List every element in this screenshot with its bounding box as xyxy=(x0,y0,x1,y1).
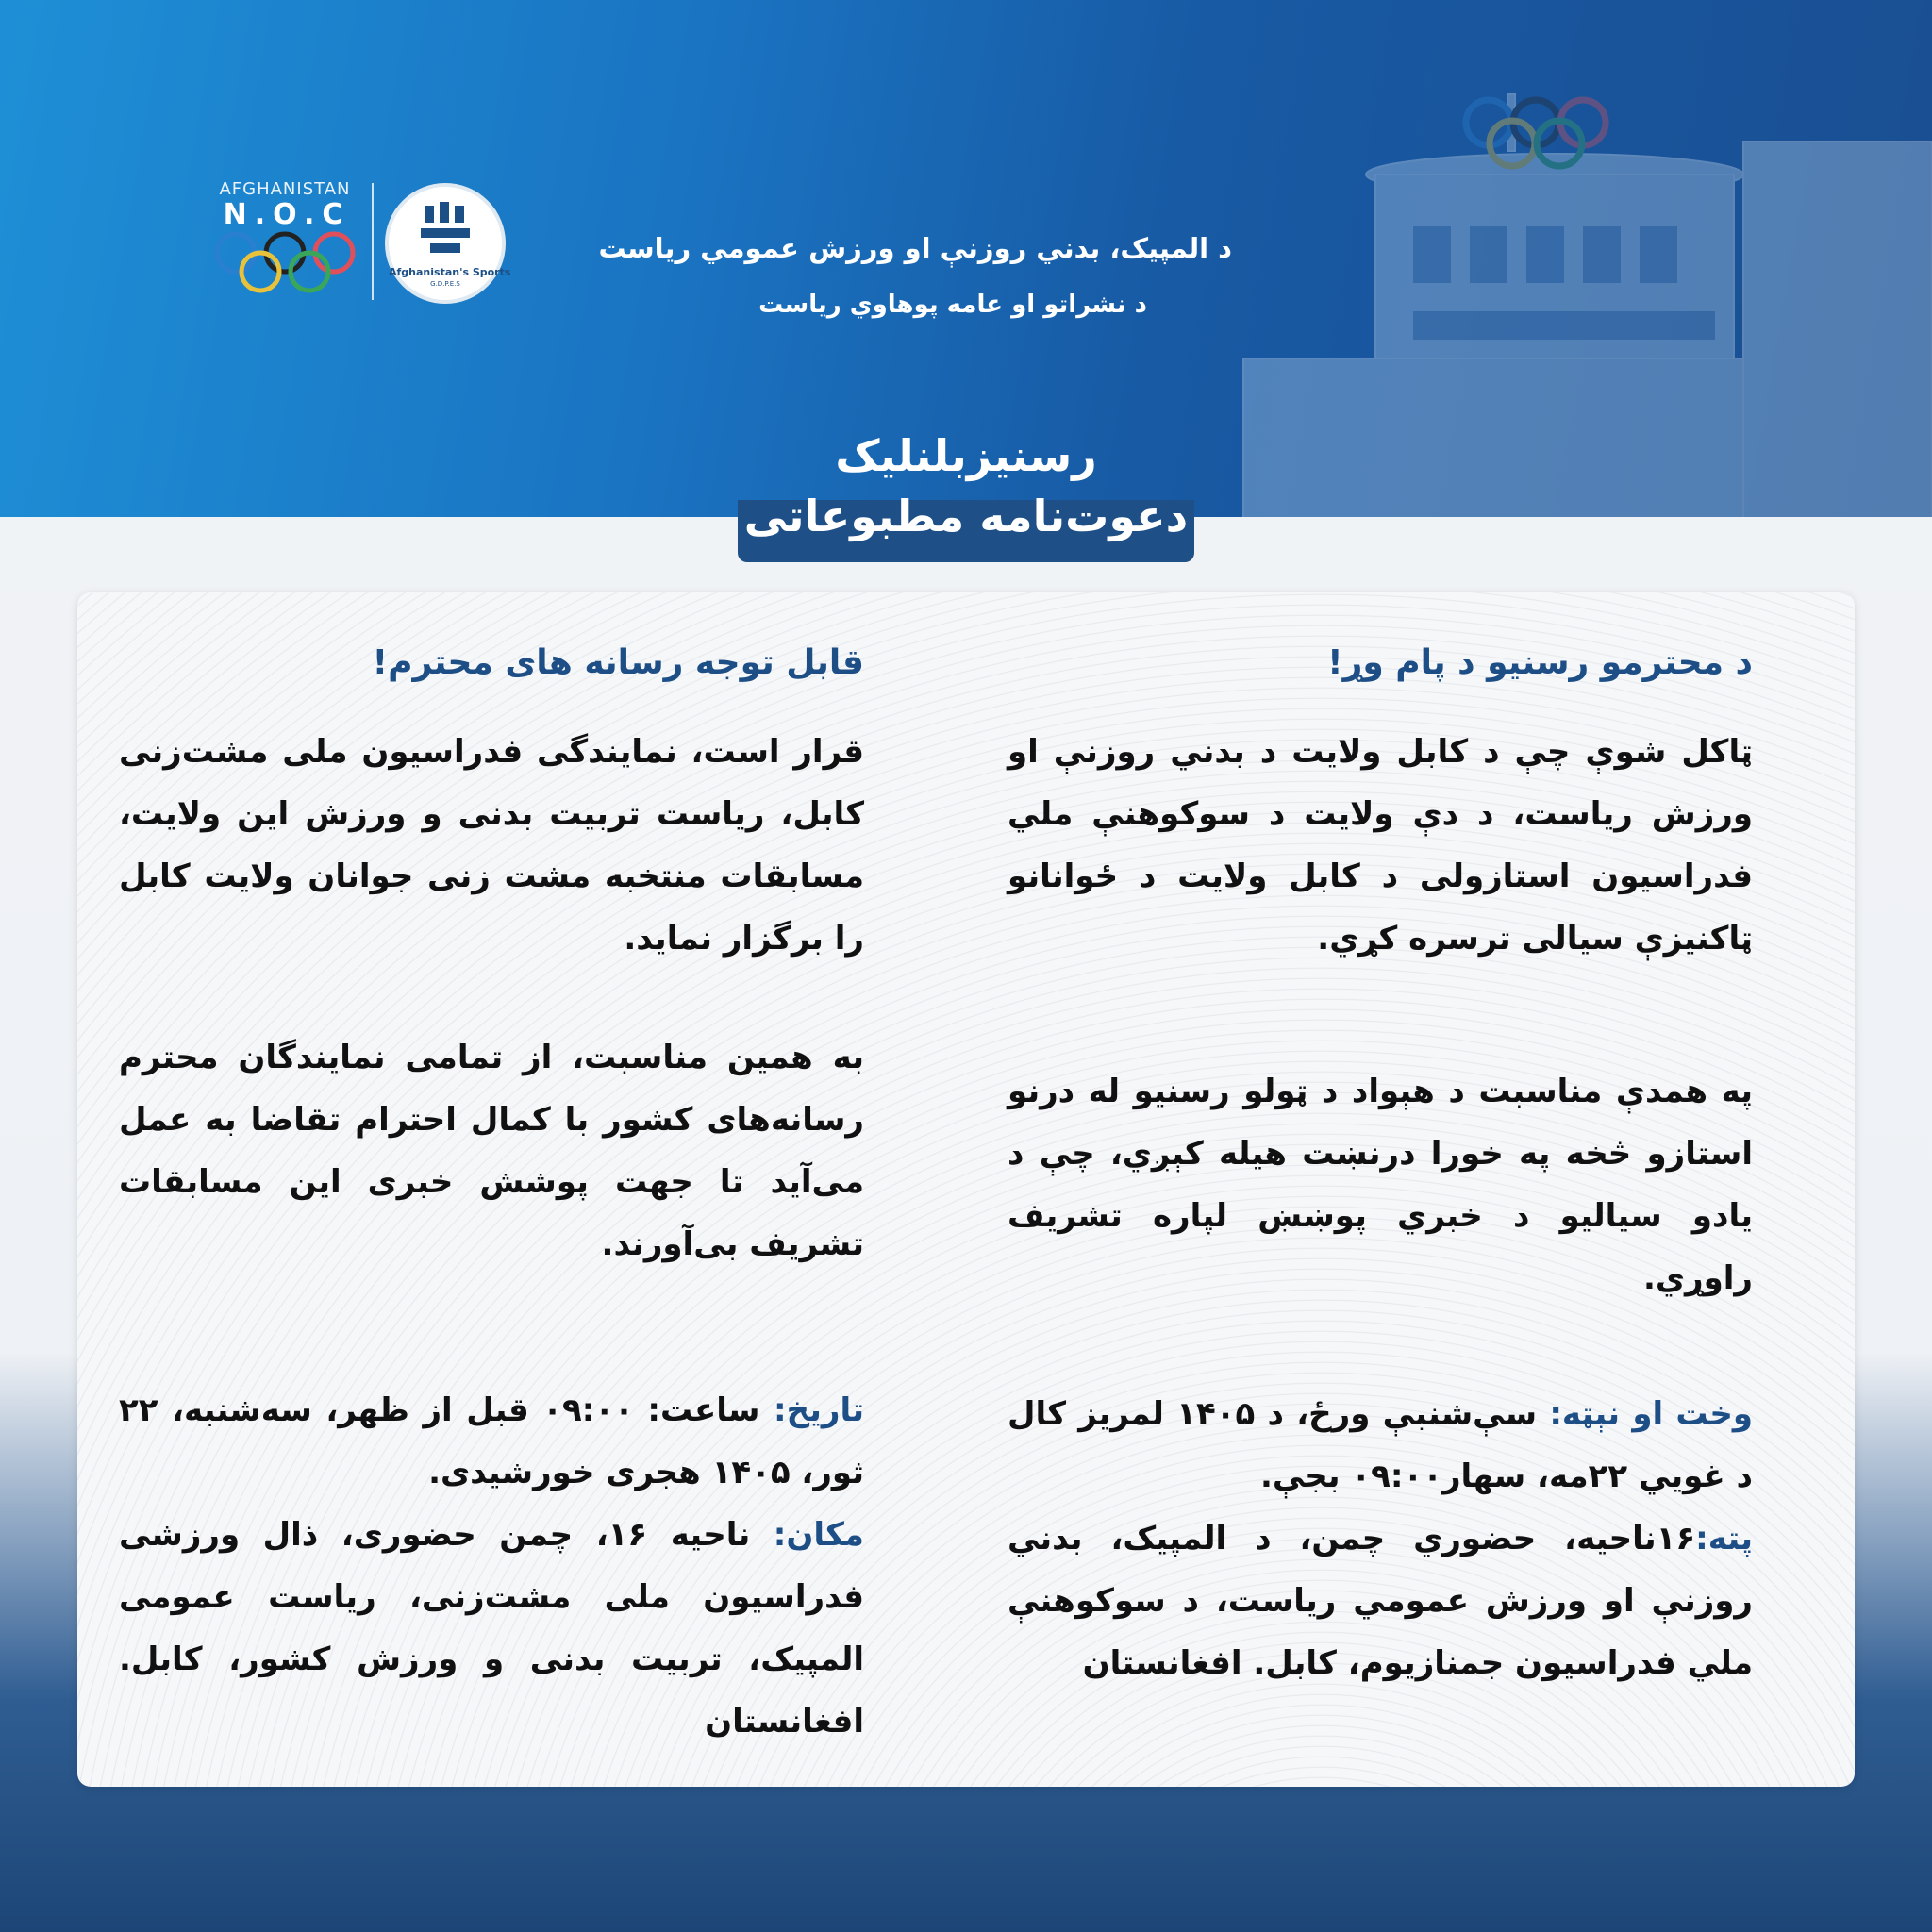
pashto-address-block xyxy=(1008,1507,1753,1694)
dari-date-wrap xyxy=(119,1379,864,1753)
pashto-paragraph-2-wrap xyxy=(1008,1060,1753,1309)
pashto-paragraph-1-wrap xyxy=(1008,721,1753,970)
dari-paragraph-2: به همین مناسبت، از تمامی نمایندگان محترم رسانه‌های کشور با کمال احترام تقاضا به عمل می‌آید تا جهت پوشش خبری این مسابقات تشریف بی‌آورند. xyxy=(119,1039,864,1263)
dari-place-value: ناحیه ۱۶، چمن حضوری، ذال ورزشی فدراسیون ملی مشت‌زنی، ریاست عمومی المپیک، تربیت بدنی و ورزش کشور، کابل. افغانستان xyxy=(119,1516,864,1740)
pashto-time-wrap xyxy=(1008,1383,1753,1694)
sports-logo-subtext: G.D.P.E.S xyxy=(430,280,460,288)
pashto-column xyxy=(1008,643,1753,682)
sports-directorate-logo-icon xyxy=(385,183,511,304)
dari-date-label: تاریخ: xyxy=(774,1391,864,1429)
pashto-heading: د محترمو رسنیو د پام وړ! xyxy=(1327,643,1753,682)
org-name-line1: د المپیک، بدني روزنې او ورزش عمومي ریاست xyxy=(598,232,1232,264)
dari-date-block xyxy=(119,1379,864,1504)
dari-heading: قابل توجه رسانه های محترم! xyxy=(372,643,864,682)
pashto-time-label: وخت او نېټه: xyxy=(1549,1395,1754,1433)
logo-divider xyxy=(372,183,374,300)
noc-abbr-label: N.O.C xyxy=(223,198,351,231)
title-dari: دعوت‌نامه مطبوعاتی xyxy=(743,491,1189,541)
pashto-time-block xyxy=(1008,1383,1753,1507)
org-name-line2: د نشراتو او عامه پوهاوي ریاست xyxy=(758,291,1147,319)
pashto-address-value: ۱۶ناحیه، حضوري چمن، د المپیک، بدني روزنې او ورزش عمومي ریاست، د سوکوهنې ملي فدراسیون جمنازیوم، کابل. افغانستان xyxy=(1008,1520,1753,1682)
dari-paragraph-1-wrap xyxy=(119,721,864,970)
dari-column xyxy=(119,643,864,682)
dari-place-block xyxy=(119,1504,864,1753)
pashto-paragraph-1: ټاکل شوې چې د کابل ولایت د بدني روزنې او ورزش ریاست، د دې ولایت د سوکوهنې ملي فدراسیون استازولی د کابل ولایت د ځوانانو ټاکنیزې سیالی ترسره کړي. xyxy=(1008,733,1753,958)
pashto-paragraph-2: په همدې مناسبت د هېواد د ټولو رسنیو له درنو استازو څخه په خورا درنښت هیله کېږي، چې د یادو سیالیو د خبري پوښښ لپاره تشریف راوړي. xyxy=(1008,1073,1753,1297)
logo-group xyxy=(209,175,521,308)
dari-date-value: ساعت: ۰۹:۰۰ قبل از ظهر، سه‌شنبه، ۲۲ ثور، ۱۴۰۵ هجری خورشیدی. xyxy=(119,1391,864,1491)
pashto-address-label: پته: xyxy=(1695,1520,1753,1557)
sports-logo-text: Afghanistan's Sports xyxy=(389,266,511,278)
title-pashto: رسنیزبلنلیک xyxy=(835,430,1097,481)
olympic-rings-icon xyxy=(209,228,360,304)
content-card xyxy=(77,592,1855,1787)
dari-paragraph-1: قرار است، نمایندگی فدراسیون ملی مشت‌زنی کابل، ریاست تربیت بدنی و ورزش این ولایت، مسابقات منتخبه مشت زنی جوانان ولایت کابل را برگزار نماید. xyxy=(119,733,864,958)
noc-country-label: AFGHANISTAN xyxy=(219,179,351,199)
pashto-time-value: سې‌شنبې ورځ، د ۱۴۰۵ لمریز کال د غويي ۲۲مه، سهار۰۹:۰۰ بجې. xyxy=(1008,1395,1753,1495)
dari-place-label: مکان: xyxy=(773,1516,864,1554)
dari-paragraph-2-wrap xyxy=(119,1026,864,1275)
